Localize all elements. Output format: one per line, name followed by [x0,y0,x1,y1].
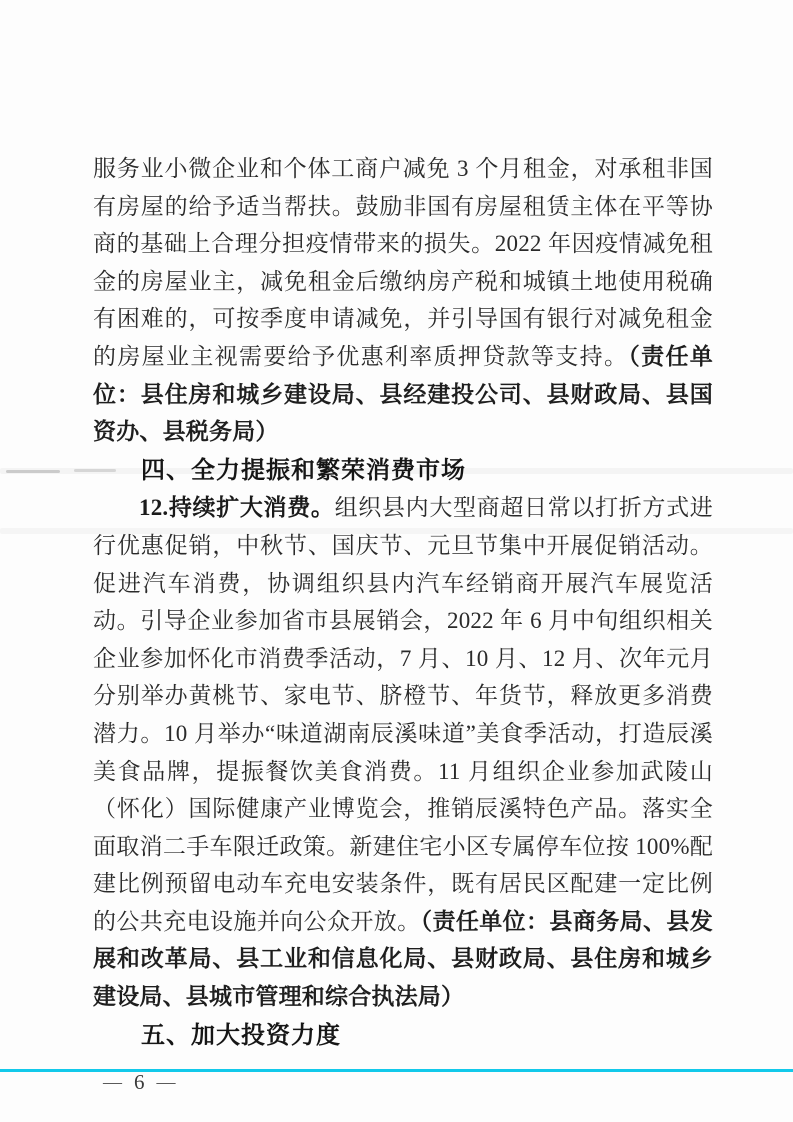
paragraph-12-lead: 12.持续扩大消费。 [139,495,335,521]
paragraph-rent-relief-text: 服务业小微企业和个体工商户减免 3 个月租金，对承租非国有房屋的给予适当帮扶。鼓励非国有房屋租赁主体在平等协商的基础上合理分担疫情带来的损失。2022 年因疫情减免租金的房屋业主，减免租金后缴纳房产税和城镇土地使用税确有困难的，可按季度申请减免，并引导国有银行对减免租金的房屋业主视需要给予优惠利率质押贷款等支持。 [93,156,713,369]
section-heading-consumption: 四、全力提振和繁荣消费市场 [141,456,466,484]
section-heading-investment: 五、加大投资力度 [141,1021,341,1049]
page-number-value: 6 [134,1070,145,1094]
paragraph-expand-consumption [93,489,713,1015]
paragraph-rent-relief [93,150,713,451]
paragraph-12-text: 组织县内大型商超日常以打折方式进行优惠促销，中秋节、国庆节、元旦节集中开展促销活动。促进汽车消费，协调组织县内汽车经销商开展汽车展览活动。引导企业参加省市县展销会，2022 年 6 月中旬组织相关企业参加怀化市消费季活动，7 月、10 月、12 月、次年元月分别举办黄桃节、家电节、脐橙节、年货节，释放更多消费潜力。10 月举办“味道湖南辰溪味道”美食季活动，打造辰溪美食品牌，提振餐饮美食消费。11 月组织企业参加武陵山（怀化）国际健康产业博览会，推销辰溪特色产品。落实全面取消二手车限迁政策。新建住宅小区专属停车位按 100%配建比例预留电动车充电安装条件，既有居民区配建一定比例的公共充电设施并向公众开放。 [93,495,713,934]
page-number [103,1070,176,1095]
page-number-right-dash: — [156,1071,176,1093]
responsible-units-rent: （责任单位：县住房和城乡建设局、县经建投公司、县财政局、县国资办、县税务局） [93,343,713,445]
page-number-left-dash: — [103,1071,122,1093]
scan-streak-left-1 [6,470,60,473]
responsible-units-consumption: （责任单位：县商务局、县发展和改革局、县工业和信息化局、县财政局、县住房和城乡建设局、县城市管理和综合执法局） [93,908,713,1010]
document-body [93,150,713,1054]
